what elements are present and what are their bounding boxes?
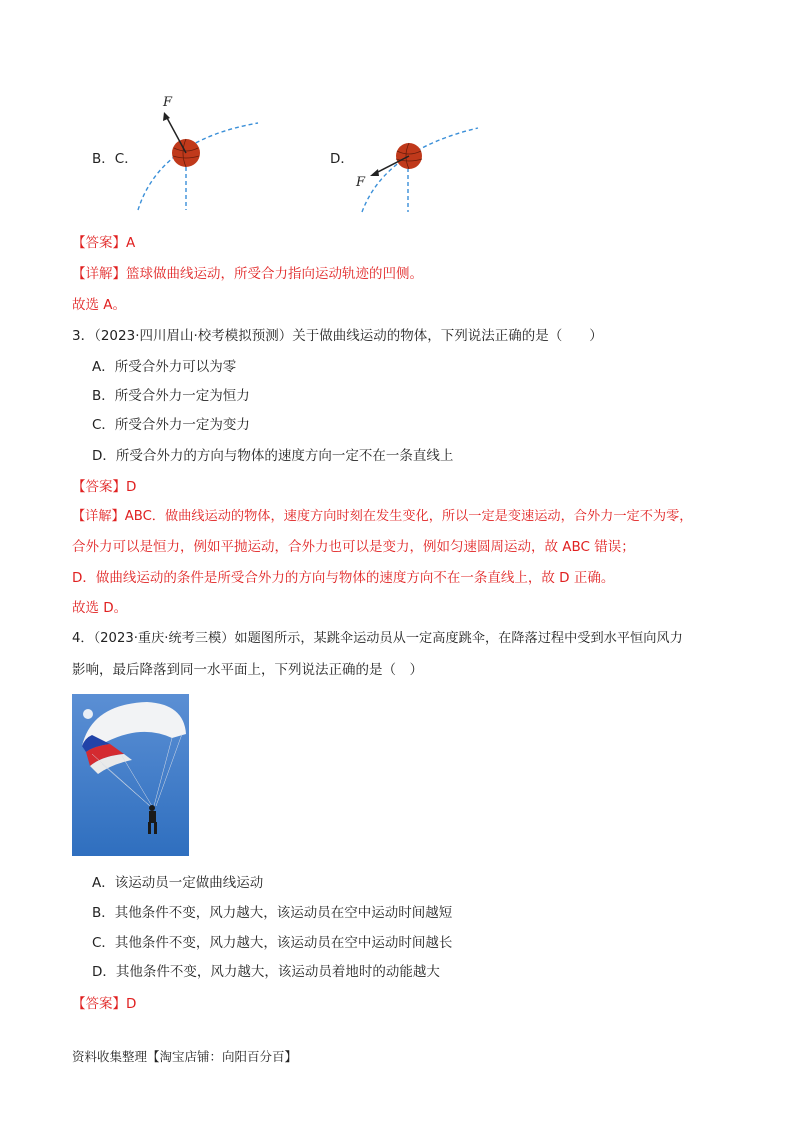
q4-stem-2: 影响，最后降落到同一水平面上，下列说法正确的是（ ）	[72, 662, 423, 678]
q3-conclusion: 故选 D。	[72, 600, 128, 616]
trajectory-curve	[138, 123, 258, 210]
trajectory-curve	[362, 128, 478, 212]
q3-detail-3: D．做曲线运动的条件是所受合外力的方向与物体的速度方向不在一条直线上，故 D 正确。	[72, 570, 615, 586]
q2-conclusion: 故选 A。	[72, 297, 127, 313]
q3-option-d: D．所受合外力的方向与物体的速度方向一定不在一条直线上	[92, 448, 454, 464]
q3-option-a: A．所受合外力可以为零	[92, 359, 237, 375]
parachute-photo	[72, 694, 189, 856]
option-bc-label: B．C．	[92, 151, 138, 167]
option-d-label: D．	[330, 151, 354, 167]
q3-stem: 3．（2023·四川眉山·校考模拟预测）关于做曲线运动的物体，下列说法正确的是（ ）	[72, 328, 603, 344]
q4-answer: 【答案】D	[72, 996, 137, 1012]
q3-answer: 【答案】D	[72, 479, 137, 495]
q2-detail: 【详解】篮球做曲线运动，所受合力指向运动轨迹的凹侧。	[72, 266, 423, 282]
q4-option-c: C．其他条件不变，风力越大，该运动员在空中运动时间越长	[92, 935, 453, 951]
force-label: F	[163, 95, 173, 110]
q3-detail-1: 【详解】ABC．做曲线运动的物体，速度方向时刻在发生变化，所以一定是变速运动，合外力一定不为零，	[72, 509, 693, 524]
footer-text: 资料收集整理【淘宝店铺：向阳百分百】	[72, 1049, 298, 1064]
q2-answer: 【答案】A	[72, 235, 136, 251]
q4-option-a: A．该运动员一定做曲线运动	[92, 875, 264, 891]
q4-option-b: B．其他条件不变，风力越大，该运动员在空中运动时间越短	[92, 905, 453, 921]
q3-option-c: C．所受合外力一定为变力	[92, 417, 250, 433]
option-d-figure	[350, 120, 490, 215]
force-label: F	[356, 175, 366, 190]
q4-option-d: D．其他条件不变，风力越大，该运动员着地时的动能越大	[92, 964, 440, 980]
q4-stem-1: 4．（2023·重庆·统考三模）如题图所示，某跳伞运动员从一定高度跳伞，在降落过程中受到水平恒向风力	[72, 631, 683, 646]
option-c-figure	[130, 90, 270, 215]
q3-detail-2: 合外力可以是恒力，例如平抛运动，合外力也可以是变力，例如匀速圆周运动，故 ABC 错误；	[72, 539, 635, 555]
q3-option-b: B．所受合外力一定为恒力	[92, 388, 250, 404]
